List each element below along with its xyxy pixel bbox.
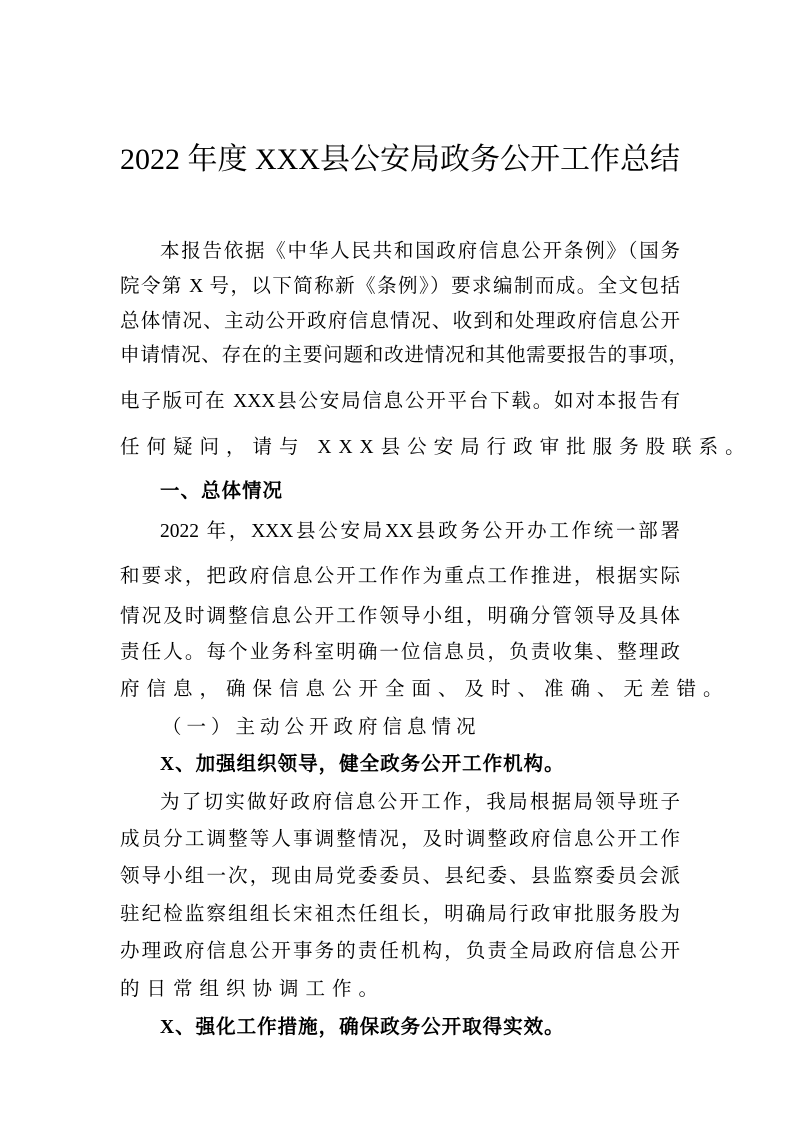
paragraph-line: 总体情况、主动公开政府信息情况、收到和处理政府信息公开 (120, 311, 680, 332)
paragraph-line: 院令第 X 号，以下简称新《条例》）要求编制而成。全文包括 (120, 276, 680, 297)
paragraph-line: 申请情况、存在的主要问题和改进情况和其他需要报告的事项， (120, 345, 688, 366)
paragraph-line: 领导小组一次，现由局党委委员、县纪委、县监察委员会派 (120, 866, 680, 887)
subsection-heading: （一）主动公开政府信息情况 (162, 717, 481, 738)
point-heading: X、强化工作措施，确保政务公开取得实效。 (160, 1017, 565, 1038)
paragraph-line: 和要求，把政府信息公开工作作为重点工作推进，根据实际 (120, 566, 680, 587)
point-heading: X、加强组织领导，健全政务公开工作机构。 (160, 754, 565, 775)
paragraph-line: 的日常组织协调工作。 (120, 979, 386, 1000)
paragraph-line: 成员分工调整等人事调整情况，及时调整政府信息公开工作 (120, 829, 680, 850)
paragraph-line: 为了切实做好政府信息公开工作，我局根据局领导班子 (160, 792, 680, 813)
section-heading: 一、总体情况 (160, 481, 284, 502)
paragraph-line: 办理政府信息公开事务的责任机构，负责全局政府信息公开 (120, 941, 680, 962)
paragraph-line: 府信息，确保信息公开全面、及时、准确、无差错。 (120, 679, 730, 700)
paragraph-line: 驻纪检监察组组长宋祖杰任组长，明确局行政审批服务股为 (120, 904, 680, 925)
document-title: 2022 年度 XXX县公安局政务公开工作总结 (120, 143, 680, 176)
paragraph-line: 电子版可在 XXX县公安局信息公开平台下载。如对本报告有 (120, 391, 680, 412)
paragraph-line: 情况及时调整信息公开工作领导小组，明确分管领导及具体 (120, 606, 680, 627)
paragraph-line: 责任人。每个业务科室明确一位信息员，负责收集、整理政 (120, 642, 680, 663)
paragraph-line: 任何疑问，请与 XXX县公安局行政审批服务股联系。 (120, 437, 752, 458)
paragraph-line: 2022 年，XXX县公安局XX县政务公开办工作统一部署 (160, 521, 680, 542)
paragraph-line: 本报告依据《中华人民共和国政府信息公开条例》（国务 (160, 241, 680, 262)
